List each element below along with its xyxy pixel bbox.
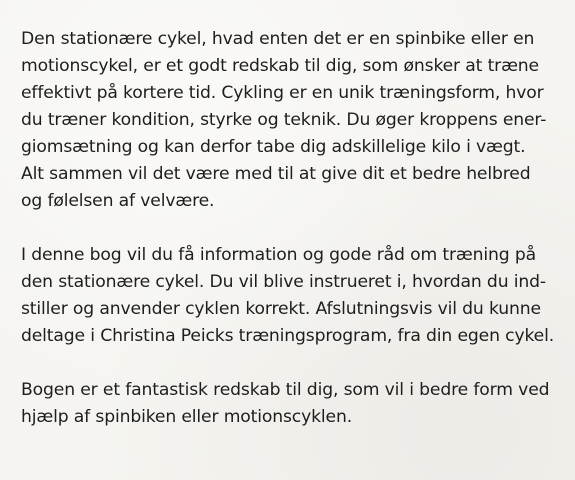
paragraph-spacer: [21, 350, 566, 377]
text-line: og følelsen af velvære.: [21, 191, 215, 211]
paragraph-spacer: [21, 215, 566, 242]
text-line: Den stationære cykel, hvad enten det er en spinbike eller en: [21, 29, 535, 49]
text-line: motionscykel, er et godt redskab til dig, som ønsker at træne: [21, 56, 539, 76]
text-line: deltage i Christina Peicks træningsprogram, fra din egen cykel.: [21, 326, 555, 346]
text-line: Alt sammen vil det være med til at give dit et bedre helbred: [21, 164, 531, 184]
text-line: stiller og anvender cyklen korrekt. Afslutningsvis vil du kunne: [21, 299, 541, 319]
text-line: giomsætning og kan derfor tabe dig adskillelige kilo i vægt.: [21, 137, 526, 157]
text-line: effektivt på kortere tid. Cykling er en unik træningsform, hvor: [21, 83, 544, 103]
paragraph-1: [21, 26, 566, 215]
paragraph-3: [21, 377, 566, 431]
text-line: den stationære cykel. Du vil blive instrueret i, hvordan du ind-: [21, 272, 546, 292]
text-line: Bogen er et fantastisk redskab til dig, som vil i bedre form ved: [21, 380, 550, 400]
paragraph-2: [21, 242, 566, 350]
text-line: I denne bog vil du få information og gode råd om træning på: [21, 245, 536, 265]
body-text: [21, 26, 566, 431]
text-line: hjælp af spinbiken eller motionscyklen.: [21, 407, 353, 427]
text-line: du træner kondition, styrke og teknik. Du øger kroppens ener-: [21, 110, 547, 130]
